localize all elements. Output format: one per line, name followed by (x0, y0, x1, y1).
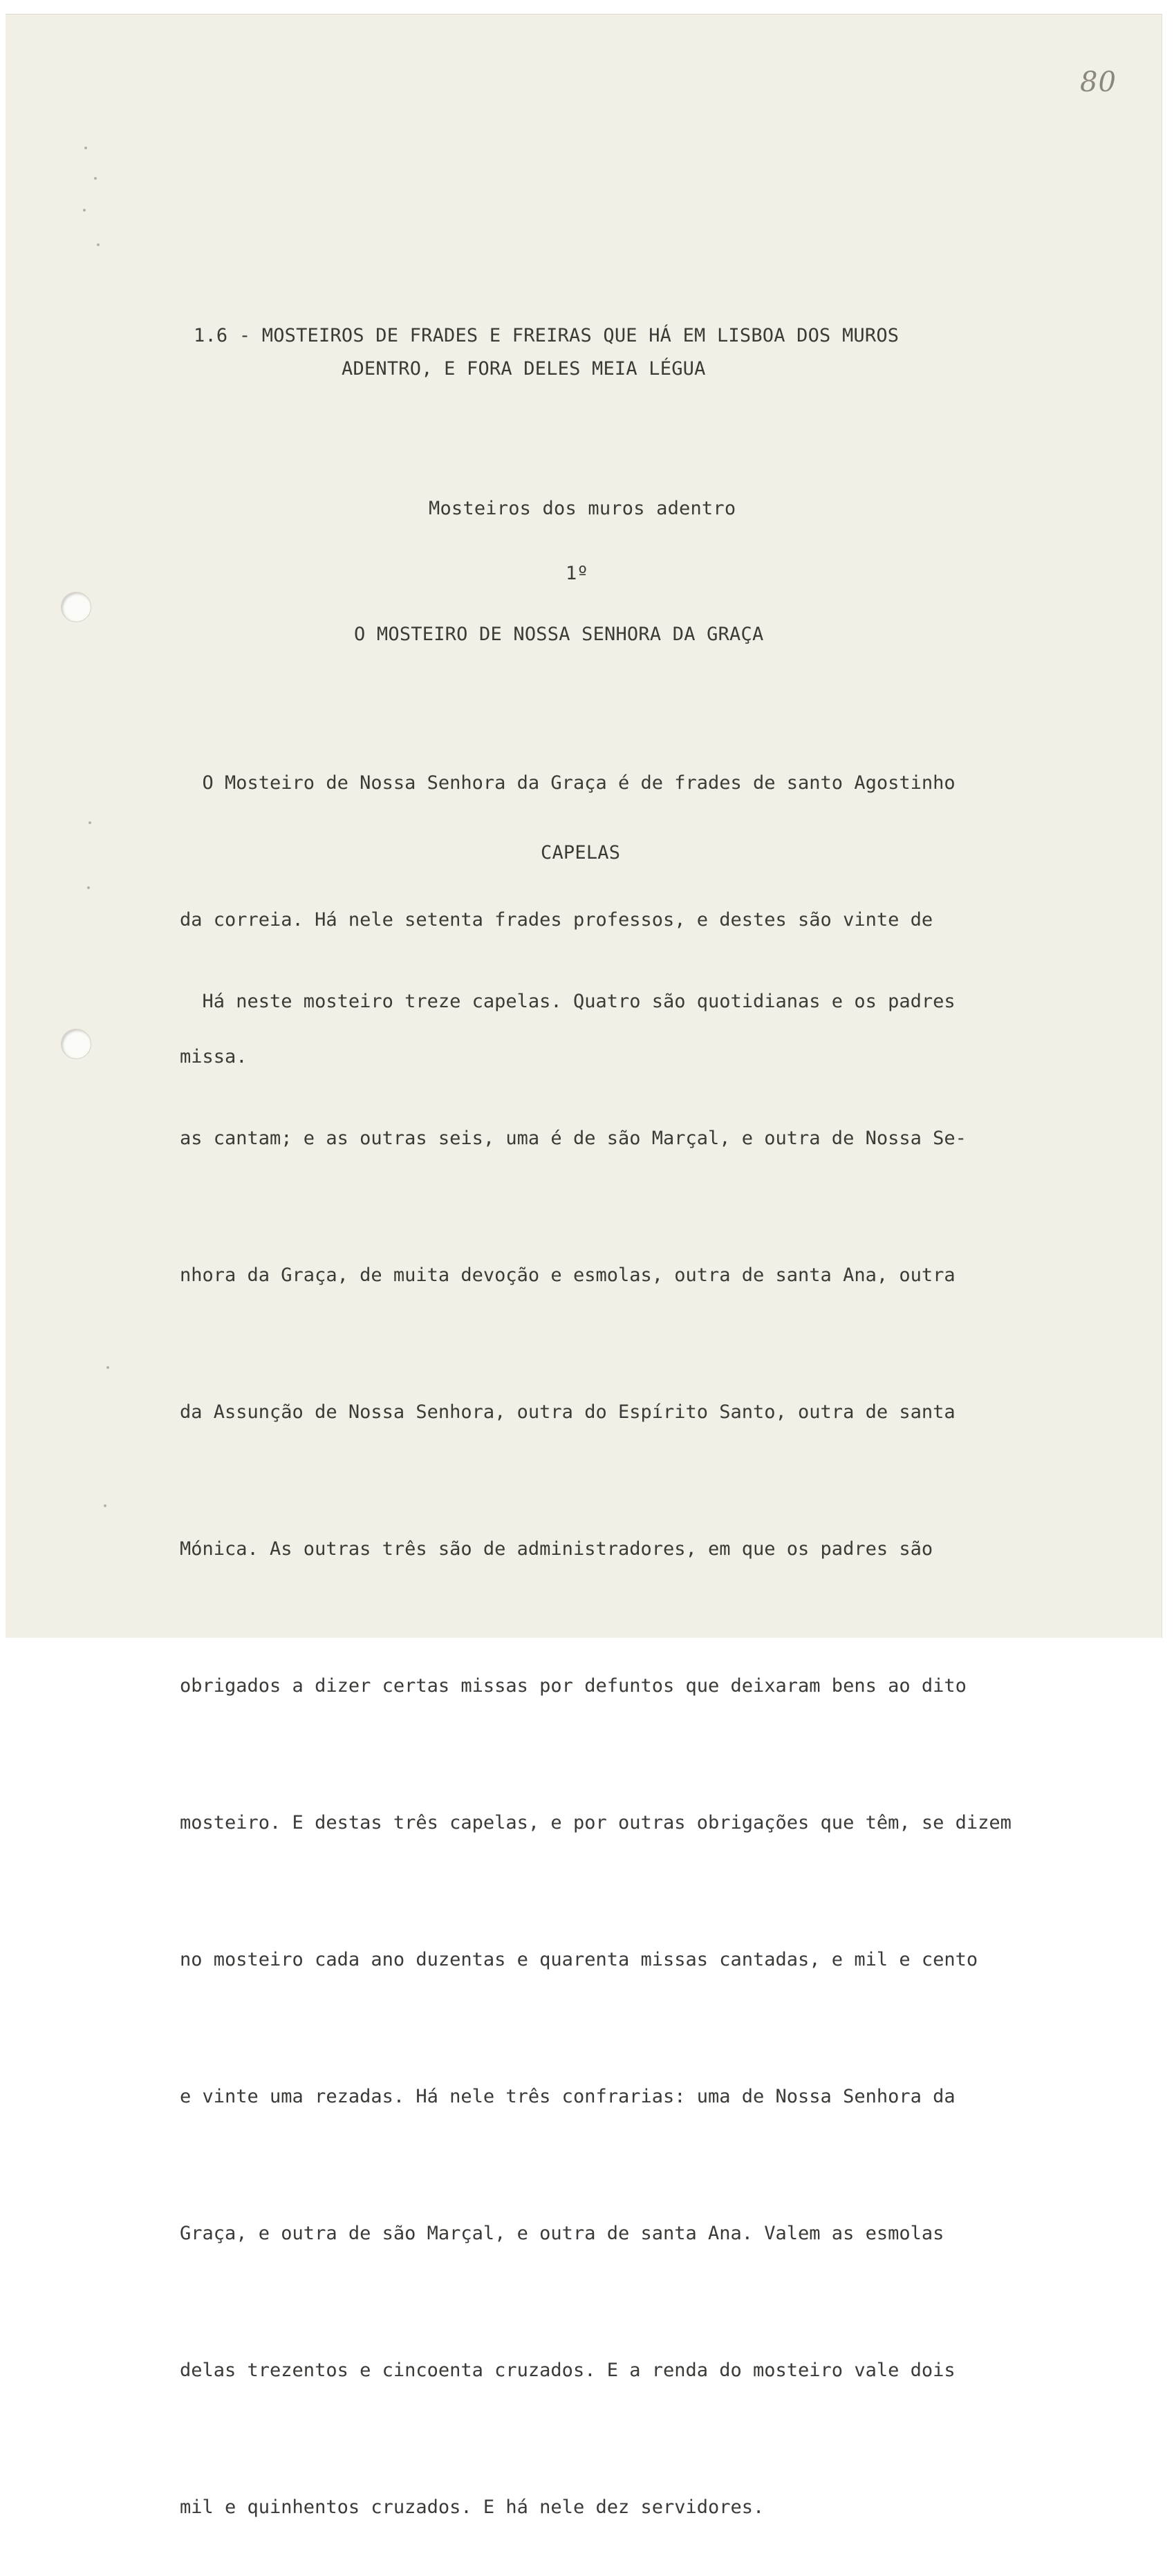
paragraph-2-line: mil e quinhentos cruzados. E há nele dez servidores. (180, 2496, 765, 2518)
paragraph-2-line: as cantam; e as outras seis, uma é de são Marçal, e outra de Nossa Se- (180, 1128, 967, 1149)
paragraph-2-line: no mosteiro cada ano duzentas e quarenta missas cantadas, e mil e cento (180, 1949, 978, 1970)
paragraph-2 (180, 888, 1012, 2576)
ordinal-number: 1º (566, 563, 588, 584)
paragraph-2-line: da Assunção de Nossa Senhora, outra do Espírito Santo, outra de santa (180, 1401, 956, 1423)
paragraph-2-line: e vinte uma rezadas. Há nele três confrarias: uma de Nossa Senhora da (180, 2086, 956, 2107)
paragraph-2-line: Há neste mosteiro treze capelas. Quatro são quotidianas e os padres (180, 991, 956, 1012)
paragraph-1-line: da correia. Há nele setenta frades professos, e destes são vinte de (180, 909, 933, 931)
monastery-title: O MOSTEIRO DE NOSSA SENHORA DA GRAÇA (354, 624, 764, 645)
subheading-capelas: CAPELAS (541, 842, 621, 864)
paragraph-2-line: delas trezentos e cincoenta cruzados. E a renda do mosteiro vale dois (180, 2360, 956, 2381)
paragraph-2-line: nhora da Graça, de muita devoção e esmolas, outra de santa Ana, outra (180, 1264, 956, 1286)
paragraph-2-line: Graça, e outra de são Marçal, e outra de santa Ana. Valem as esmolas (180, 2223, 944, 2244)
paragraph-2-line: mosteiro. E destas três capelas, e por outras obrigações que têm, se dizem (180, 1812, 1012, 1833)
heading-line-2: ADENTRO, E FORA DELES MEIA LÉGUA (342, 358, 706, 380)
paragraph-1-line: missa. (180, 1046, 248, 1067)
heading-line-1: 1.6 - MOSTEIROS DE FRADES E FREIRAS QUE HÁ EM LISBOA DOS MUROS (194, 325, 900, 346)
paper-speck (88, 821, 91, 824)
paper-speck (104, 1504, 106, 1507)
paragraph-2-line: Mónica. As outras três são de administradores, em que os padres são (180, 1538, 933, 1560)
paragraph-2-line: obrigados a dizer certas missas por defuntos que deixaram bens ao dito (180, 1675, 967, 1697)
paper-speck (84, 147, 87, 149)
section-title: Mosteiros dos muros adentro (429, 498, 736, 519)
paper-speck (87, 886, 90, 889)
paper-speck (97, 243, 100, 246)
paper-speck (106, 1366, 109, 1369)
punch-hole-upper (61, 592, 91, 622)
page-number: 80 (1080, 66, 1117, 98)
paragraph-1-line: O Mosteiro de Nossa Senhora da Graça é de frades de santo Agostinho (180, 772, 956, 794)
paper-speck (83, 209, 86, 212)
punch-hole-lower (61, 1029, 91, 1059)
paper-speck (94, 177, 97, 180)
